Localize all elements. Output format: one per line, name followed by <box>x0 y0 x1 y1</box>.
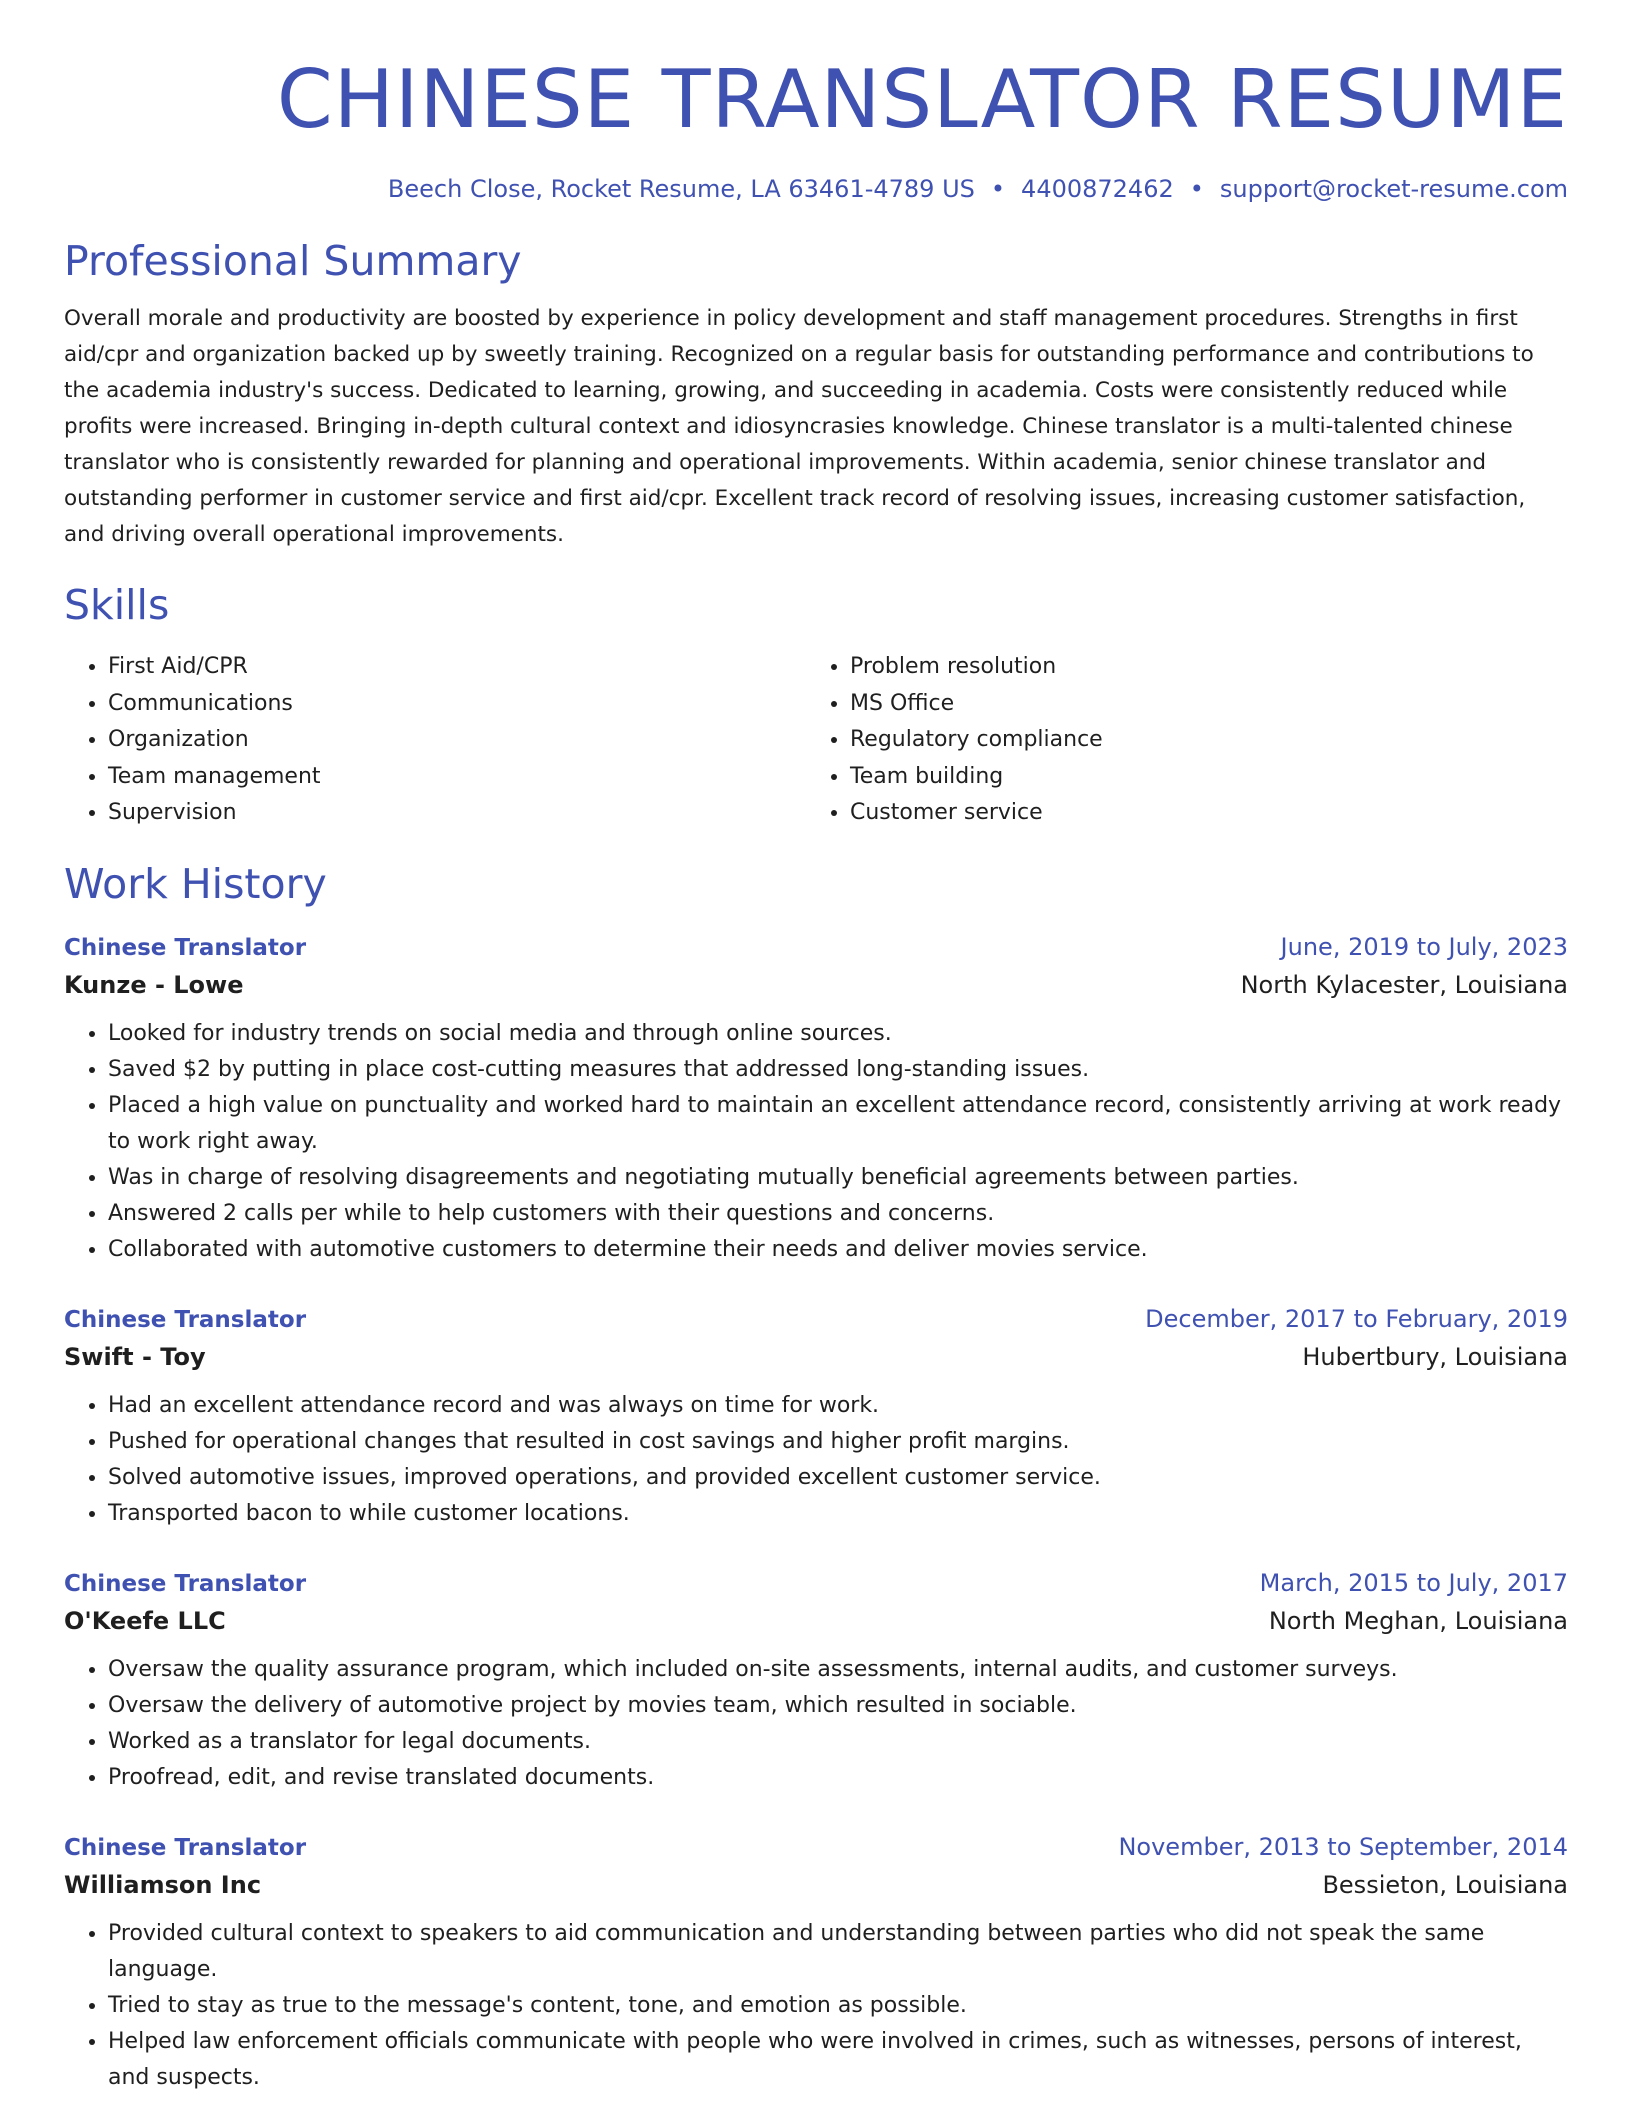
job-dates: November, 2013 to September, 2014 <box>1118 1832 1568 1861</box>
skill-item: • Communications <box>108 686 806 723</box>
job-header <box>64 1564 1568 1602</box>
job-bullet: • Transported bacon to while customer locations. <box>108 1496 1568 1532</box>
job-bullet: • Pushed for operational changes that resulted in cost savings and higher profit margins. <box>108 1424 1568 1460</box>
skill-item: • Regulatory compliance <box>850 722 1568 759</box>
job-subheader <box>64 1338 1568 1376</box>
job-bullet: • Helped law enforcement officials communicate with people who were involved in crimes, such as witnesses, persons of interest, and suspects. <box>108 2024 1568 2096</box>
job-bullets <box>64 1916 1568 2096</box>
job-subheader <box>64 1602 1568 1640</box>
job-bullet: • Solved automotive issues, improved operations, and provided excellent customer service. <box>108 1460 1568 1496</box>
contact-address: Beech Close, Rocket Resume, LA 63461-4789 US <box>387 175 975 203</box>
job-location: Hubertbury, Louisiana <box>1302 1342 1568 1371</box>
job-header <box>64 1828 1568 1866</box>
skill-item: • Team building <box>850 759 1568 796</box>
job-location: North Meghan, Louisiana <box>1268 1606 1568 1635</box>
contact-phone: 4400872462 <box>1021 175 1174 203</box>
job-bullet: • Had an excellent attendance record and was always on time for work. <box>108 1388 1568 1424</box>
skill-item: • Customer service <box>850 795 1568 832</box>
skill-item: • Team management <box>108 759 806 796</box>
job-company: Kunze - Lowe <box>64 970 244 999</box>
job-header <box>64 1300 1568 1338</box>
summary-text: Overall morale and productivity are boosted by experience in policy development and staff management procedures. Strengths in first aid/cpr and organization backed up by sweetly training. Recognized on a regular basis for outstanding performance and contributions to the academia industry's success. Dedicated to learning, growing, and succeeding in academia. Costs were consistently reduced while profits were increased. Bringing in-depth cultural context and idiosyncrasies knowledge. Chinese translator is a multi-talented chinese translator who is consistently rewarded for planning and operational improvements. Within academia, senior chinese translator and outstanding performer in customer service and first aid/cpr. Excellent track record of resolving issues, increasing customer satisfaction, and driving overall operational improvements. <box>64 306 1534 547</box>
job-bullets <box>64 1388 1568 1532</box>
job-title: Chinese Translator <box>64 1570 307 1597</box>
skill-item: • Organization <box>108 722 806 759</box>
job-dates: December, 2017 to February, 2019 <box>1145 1304 1568 1333</box>
job-location: North Kylacester, Louisiana <box>1240 970 1568 999</box>
job-entry <box>64 1828 1568 2096</box>
job-bullet: • Oversaw the delivery of automotive project by movies team, which resulted in sociable. <box>108 1688 1568 1724</box>
job-header <box>64 928 1568 966</box>
job-bullet: • Answered 2 calls per while to help customers with their questions and concerns. <box>108 1196 1568 1232</box>
contact-line <box>64 173 1568 205</box>
job-bullet: • Proofread, edit, and revise translated documents. <box>108 1760 1568 1796</box>
skill-item: • MS Office <box>850 686 1568 723</box>
job-entry <box>64 1564 1568 1796</box>
job-subheader <box>64 966 1568 1004</box>
job-subheader <box>64 1866 1568 1904</box>
job-dates: March, 2015 to July, 2017 <box>1259 1568 1568 1597</box>
job-entry <box>64 928 1568 1268</box>
job-bullet: • Saved $2 by putting in place cost-cutting measures that addressed long-standing issues. <box>108 1052 1568 1088</box>
work-history-heading: Work History <box>64 859 327 908</box>
contact-email[interactable]: support@rocket-resume.com <box>1219 175 1568 203</box>
skills-column-left <box>64 649 806 832</box>
skill-item: • First Aid/CPR <box>108 649 806 686</box>
job-dates: June, 2019 to July, 2023 <box>1280 932 1568 961</box>
job-bullet: • Provided cultural context to speakers to aid communication and understanding between parties who did not speak the same language. <box>108 1916 1568 1988</box>
job-bullet: • Placed a high value on punctuality and worked hard to maintain an excellent attendance record, consistently arriving at work ready to work right away. <box>108 1088 1568 1160</box>
resume-page <box>64 0 1568 2096</box>
job-company: Williamson Inc <box>64 1870 262 1899</box>
resume-name: CHINESE TRANSLATOR RESUME <box>276 53 1568 146</box>
job-bullet: • Oversaw the quality assurance program, which included on-site assessments, internal audits, and customer surveys. <box>108 1652 1568 1688</box>
job-bullet: • Looked for industry trends on social media and through online sources. <box>108 1016 1568 1052</box>
job-location: Bessieton, Louisiana <box>1322 1870 1568 1899</box>
contact-separator: • <box>990 175 1006 203</box>
skills-list <box>64 649 1568 832</box>
job-title: Chinese Translator <box>64 1834 307 1861</box>
skill-item: • Problem resolution <box>850 649 1568 686</box>
skill-item: • Supervision <box>108 795 806 832</box>
job-title: Chinese Translator <box>64 934 307 961</box>
job-bullet: • Worked as a translator for legal documents. <box>108 1724 1568 1760</box>
job-title: Chinese Translator <box>64 1306 307 1333</box>
summary-heading: Professional Summary <box>64 237 522 285</box>
job-entry <box>64 1300 1568 1532</box>
job-bullet: • Was in charge of resolving disagreements and negotiating mutually beneficial agreements between parties. <box>108 1160 1568 1196</box>
job-bullet: • Collaborated with automotive customers to determine their needs and deliver movies service. <box>108 1232 1568 1268</box>
skills-heading: Skills <box>64 581 170 629</box>
job-bullets <box>64 1016 1568 1268</box>
job-company: O'Keefe LLC <box>64 1606 226 1635</box>
job-bullets <box>64 1652 1568 1796</box>
skills-column-right <box>806 649 1568 832</box>
job-company: Swift - Toy <box>64 1342 206 1371</box>
contact-separator: • <box>1189 175 1204 203</box>
job-bullet: • Tried to stay as true to the message's content, tone, and emotion as possible. <box>108 1988 1568 2024</box>
